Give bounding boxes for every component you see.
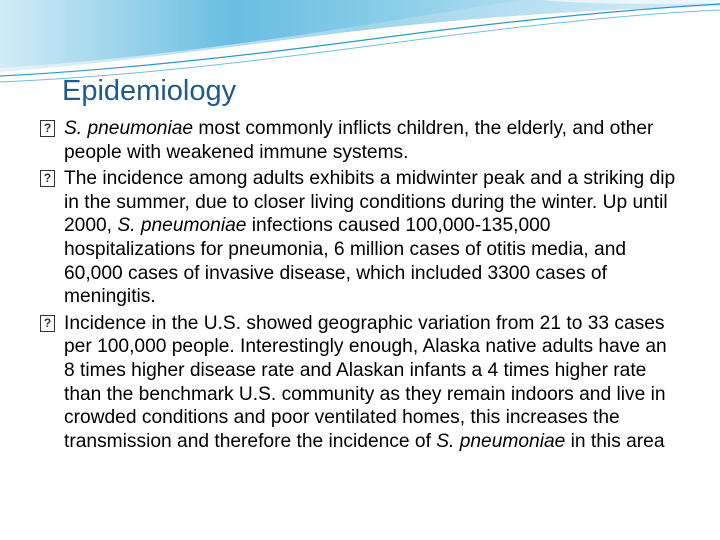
bullet-text: The incidence among adults exhibits a midwinter peak and a striking dip in the summer, due to closer living conditions during the winter. Up until 2000, xyxy=(64,168,676,237)
bullet-marker-icon: ? xyxy=(40,170,55,187)
bullet-text: Incidence in the U.S. showed geographic variation from 21 to 33 cases per 100,000 people. Interestingly enough, Alaska native adults have an 8 times higher disease rate and Alaskan infants a 4 times higher rate than the benchmark U.S. community as they remain indoors and live in crowded conditions and poor ventilated homes, this increases the transmission and therefore the incidence of xyxy=(64,312,667,452)
bullet-text: most commonly inflicts children, the elderly, and other people with weakened immune systems. xyxy=(64,118,654,163)
bullet-item xyxy=(40,312,682,454)
bullet-item xyxy=(40,167,682,309)
slide-title: Epidemiology xyxy=(62,75,237,107)
bullet-marker-icon: ? xyxy=(40,120,55,137)
bullet-text: in this area xyxy=(565,430,665,452)
bullet-text: infections caused 100,000-135,000 hospitalizations for pneumonia, 6 million cases of otitis media, and 60,000 cases of invasive disease, which included 3300 cases of meningitis. xyxy=(64,215,627,308)
species-name: S. pneumoniae xyxy=(436,430,566,452)
species-name: S. pneumoniae xyxy=(64,118,194,139)
bullet-item xyxy=(40,117,682,164)
bullet-list xyxy=(40,117,682,456)
species-name: S. pneumoniae xyxy=(117,215,247,237)
bullet-marker-icon: ? xyxy=(40,315,55,332)
wave-band-dark xyxy=(0,0,520,68)
